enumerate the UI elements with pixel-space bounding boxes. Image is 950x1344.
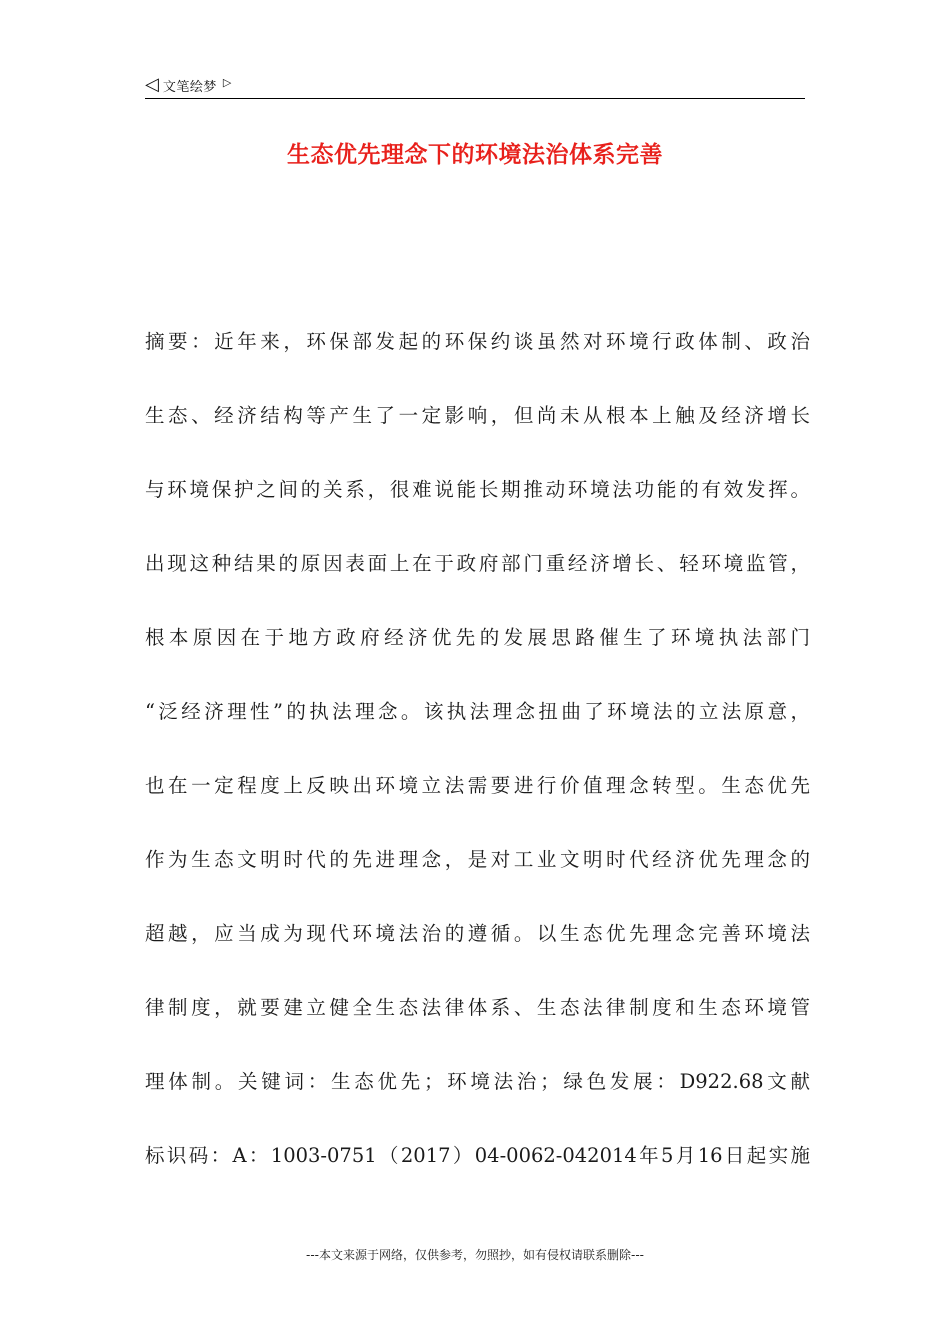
- body-line: 根本原因在于地方政府经济优先的发展思路催生了环境执法部门: [145, 626, 810, 649]
- body-text: [145, 318, 810, 1206]
- page-footer: ---本文来源于网络，仅供参考，勿照抄，如有侵权请联系删除---: [306, 1248, 644, 1262]
- page-header: [145, 72, 805, 99]
- body-line: 摘要：近年来，环保部发起的环保约谈虽然对环境行政体制、政治: [145, 330, 810, 353]
- brand-label: 文笔绘梦: [162, 79, 217, 95]
- body-line: 理体制。关键词：生态优先；环境法治；绿色发展：D922.68文献: [145, 1070, 810, 1093]
- left-triangle-icon: ◁: [145, 74, 159, 95]
- body-line: 与环境保护之间的关系，很难说能长期推动环境法功能的有效发挥。: [145, 478, 810, 501]
- body-line: 生态、经济结构等产生了一定影响，但尚未从根本上触及经济增长: [145, 404, 810, 427]
- body-line: 出现这种结果的原因表面上在于政府部门重经济增长、轻环境监管，: [145, 552, 810, 575]
- body-line: 也在一定程度上反映出环境立法需要进行价值理念转型。生态优先: [145, 774, 810, 797]
- body-line: 标识码：A：1003-0751（2017）04-0062-042014年5月16日起实施: [145, 1144, 810, 1167]
- body-line: 超越，应当成为现代环境法治的遵循。以生态优先理念完善环境法: [145, 922, 810, 945]
- body-line: 律制度，就要建立健全生态法律体系、生态法律制度和生态环境管: [145, 996, 810, 1019]
- body-line: “泛经济理性”的执法理念。该执法理念扭曲了环境法的立法原意，: [145, 700, 810, 723]
- document-title: 生态优先理念下的环境法治体系完善: [287, 142, 663, 168]
- body-line: 作为生态文明时代的先进理念，是对工业文明时代经济优先理念的: [145, 848, 810, 871]
- right-triangle-icon: ▷: [222, 75, 232, 89]
